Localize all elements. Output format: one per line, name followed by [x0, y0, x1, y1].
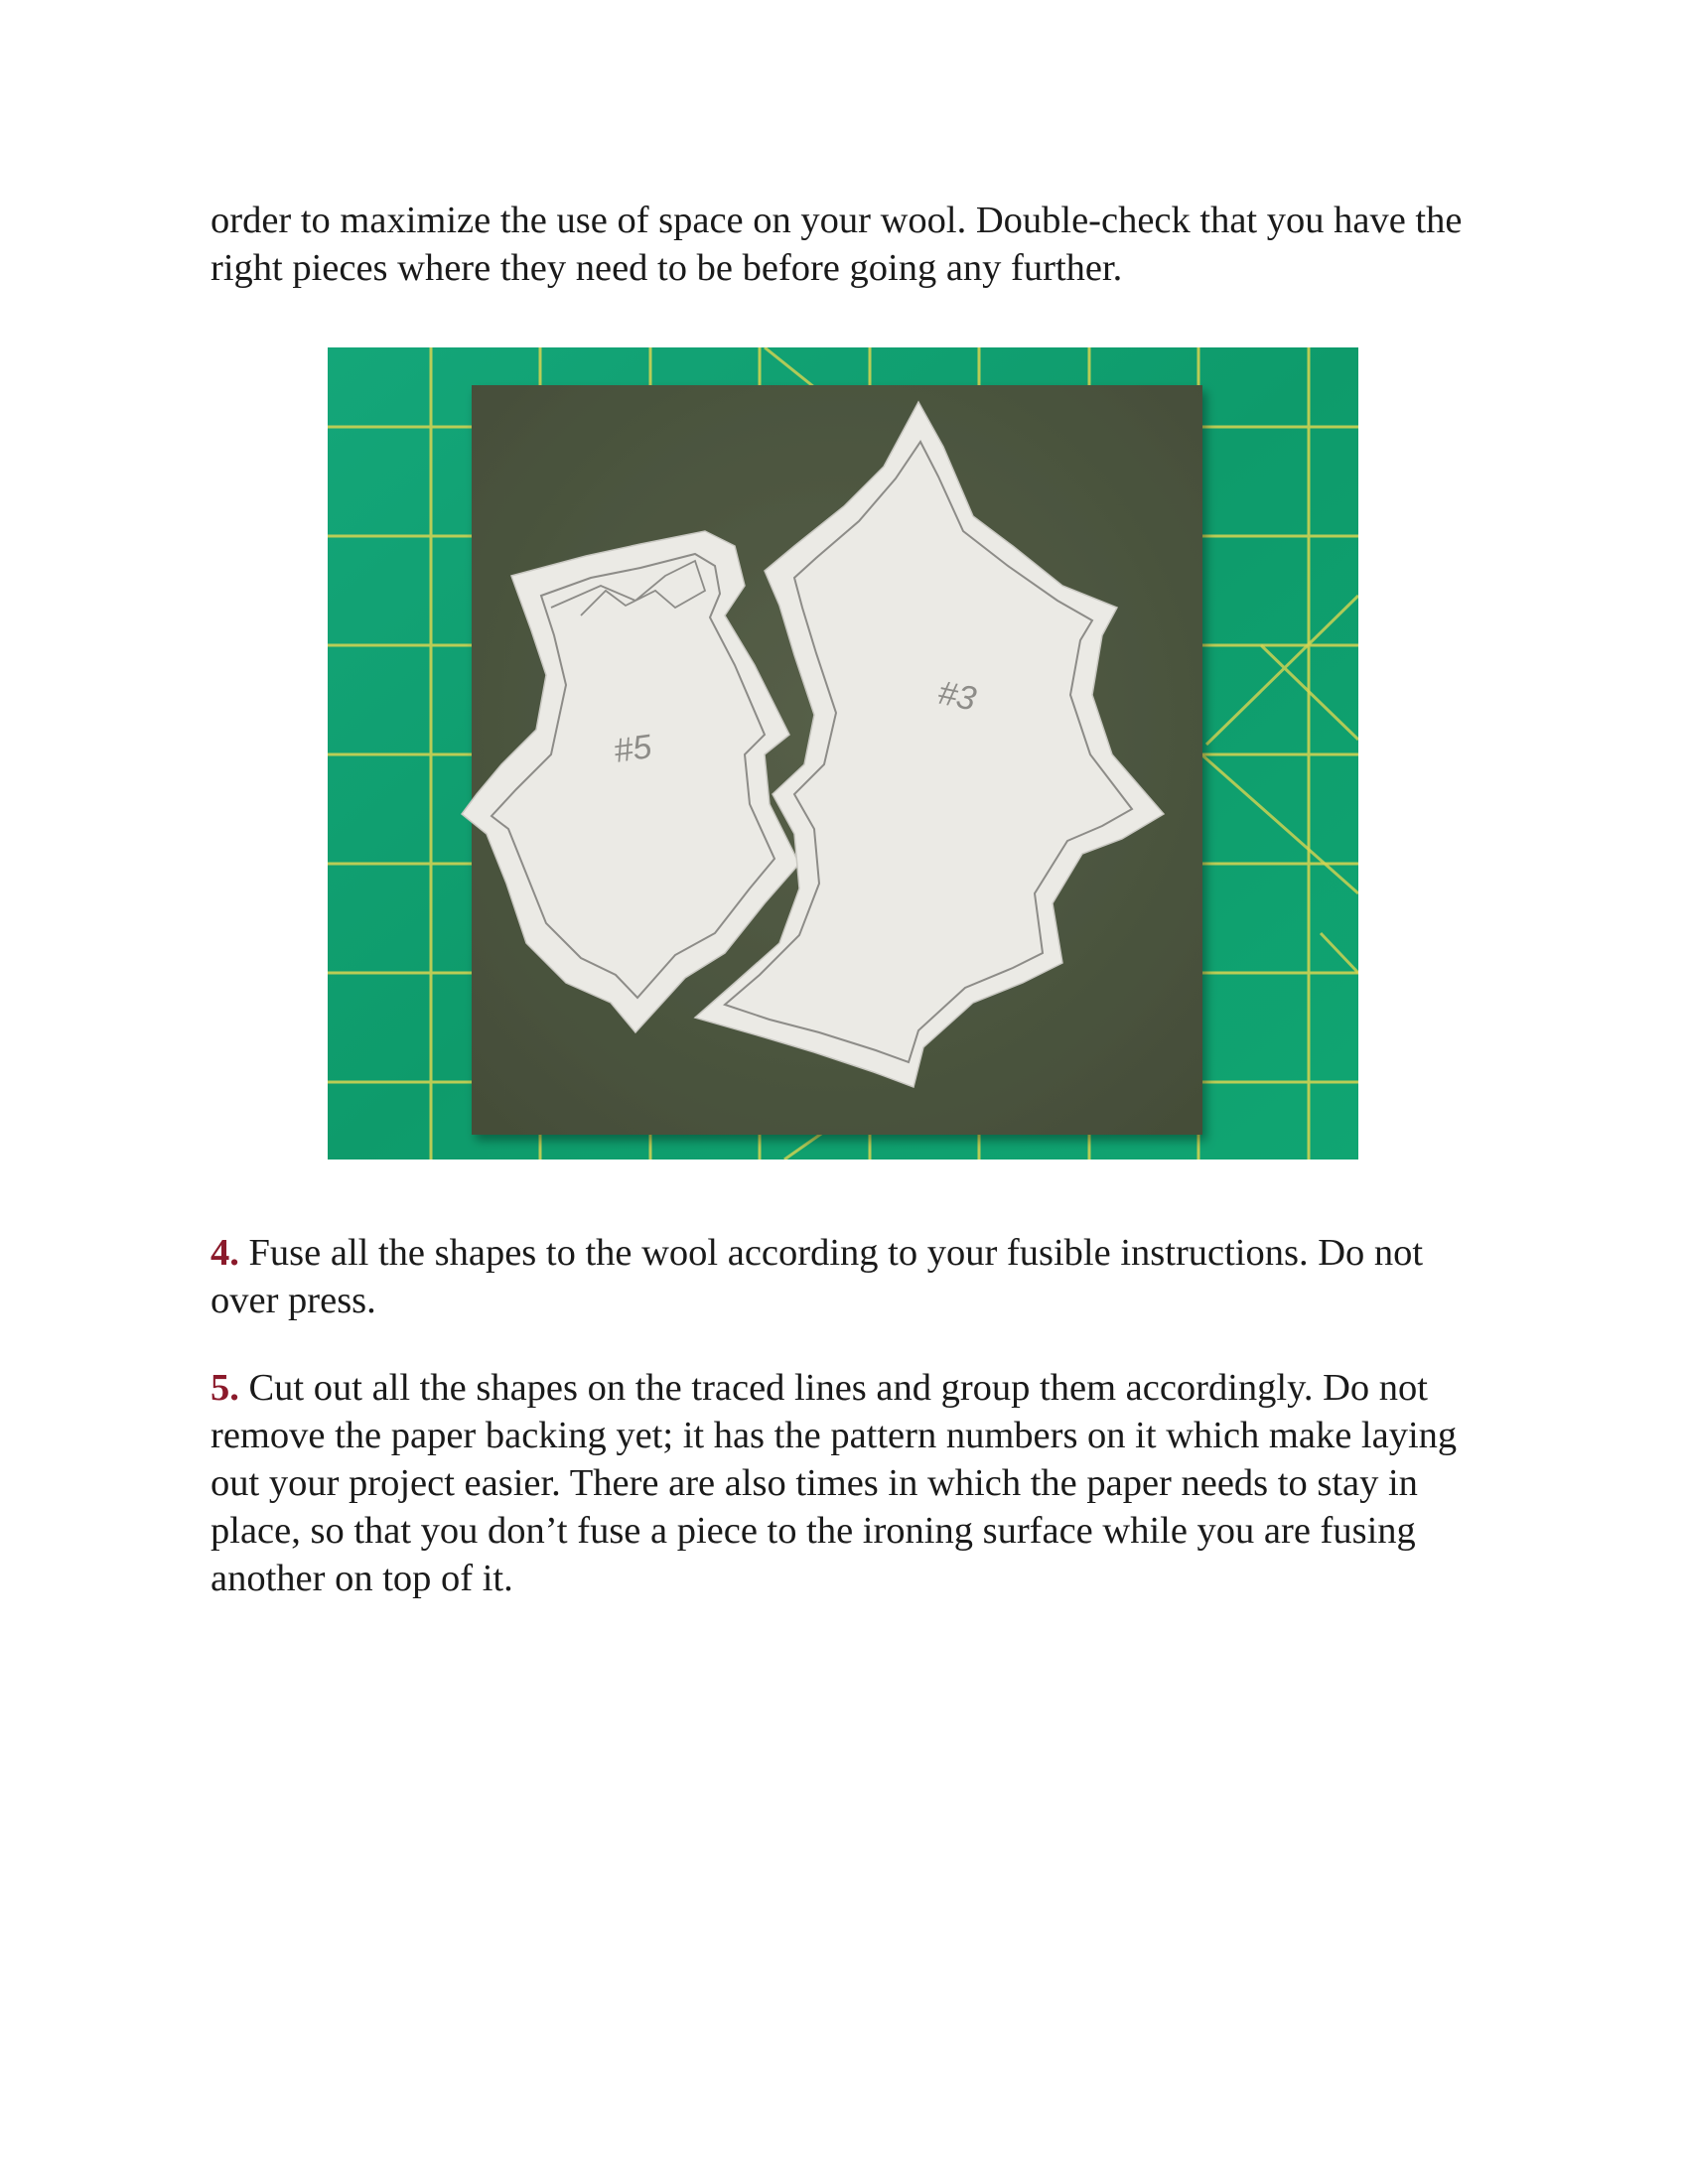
- step-4-number: 4.: [211, 1232, 239, 1274]
- wool-pieces-photo: [328, 347, 1358, 1160]
- piece-5-label: #5: [611, 728, 654, 770]
- step-5-text: Cut out all the shapes on the traced lines and group them accordingly. Do not remove the paper backing yet; it has the pattern numbers on it which make laying out your project easier. There are also times in which the paper needs to stay in place, so that you don’t fuse a piece to the ironing surface while you are fusing another on top of it.: [211, 1367, 1458, 1599]
- step-4-paragraph: [211, 1229, 1491, 1324]
- piece-3-label: #3: [934, 673, 980, 719]
- intro-text: order to maximize the use of space on your wool. Double-check that you have the right pieces where they need to be before going any further.: [211, 200, 1463, 289]
- step-5-paragraph: [211, 1364, 1491, 1602]
- step-5-number: 5.: [211, 1367, 239, 1409]
- step-4-text: Fuse all the shapes to the wool according to your fusible instructions. Do not over press.: [211, 1232, 1424, 1321]
- intro-paragraph: [211, 197, 1491, 292]
